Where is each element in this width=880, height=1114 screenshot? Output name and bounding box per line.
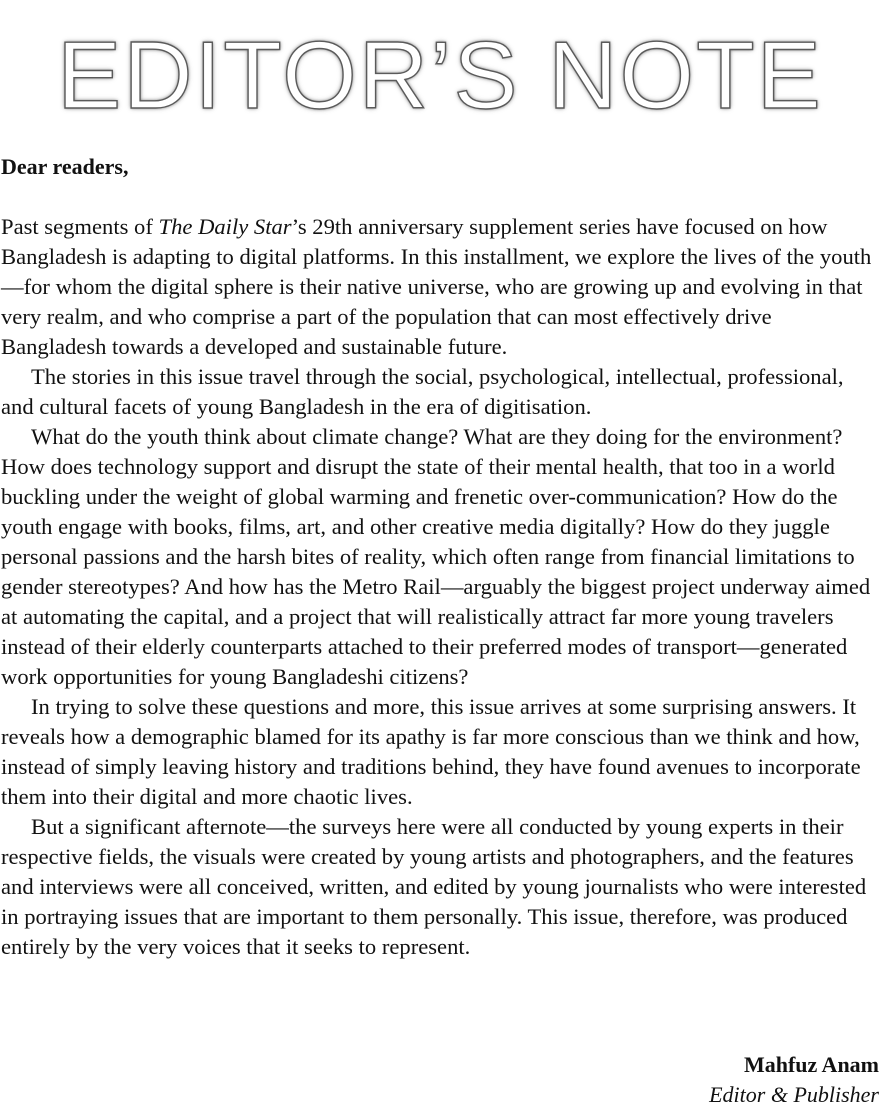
publication-name: The Daily Star [158,214,292,239]
page-title: EDITOR’S NOTE [57,22,823,129]
paragraph-5: But a significant afternote—the surveys here were all conducted by young experts in their respective fields, the visuals were created by young artists and photographers, and the features and interviews were all conceived, written, and edited by young journalists who were interested in portraying issues that are important to them personally. This issue, therefore, was produced entirely by the very voices that it seeks to represent. [1,814,867,959]
signature-block [709,1050,879,1110]
signature-name: Mahfuz Anam [743,1052,879,1077]
paragraph-3: What do the youth think about climate change? What are they doing for the environment? How does technology support and disrupt the state of their mental health, that too in a world buckling under the weight of global warming and frenetic over-communication? How do the youth engage with books, films, art, and other creative media digitally? How do they juggle personal passions and the harsh bites of reality, which often range from financial limitations to gender stereotypes? And how has the Metro Rail—arguably the biggest project underway aimed at automating the capital, and a project that will realistically attract far more young travelers instead of their elderly counterparts attached to their preferred modes of transport—generated work opportunities for young Bangladeshi citizens? [1,424,871,689]
signature-role: Editor & Publisher [709,1082,879,1107]
paragraph-2: The stories in this issue travel through the social, psychological, intellectual, professional, and cultural facets of young Bangladesh in the era of digitisation. [1,364,844,419]
paragraph-4: In trying to solve these questions and more, this issue arrives at some surprising answers. It reveals how a demographic blamed for its apathy is far more conscious than we think and how, instead of simply leaving history and traditions behind, they have found avenues to incorporate them into their digital and more chaotic lives. [1,694,861,809]
paragraph-1-lead: Past segments of [1,214,159,239]
paragraph-1 [1,212,879,362]
salutation: Dear readers, [1,154,129,179]
paragraph-1-rest: ’s 29th anniversary supplement series have focused on how Bangladesh is adapting to digital platforms. In this installment, we explore the lives of the youth—for whom the digital sphere is their native universe, who are growing up and evolving in that very realm, and who comprise a part of the population that can most effectively drive Bangladesh towards a developed and sustainable future. [1,214,872,359]
letter-body [1,212,879,962]
